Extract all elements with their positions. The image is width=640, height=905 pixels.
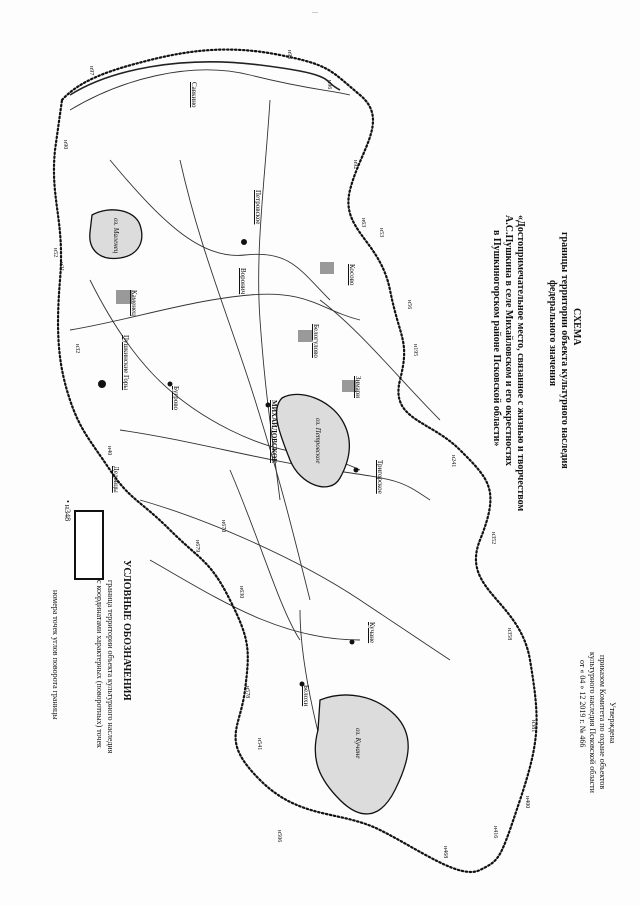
point-n32: н32 [74, 344, 80, 354]
point-n92: н92 [352, 160, 358, 170]
village-hatches [116, 262, 356, 392]
approval-line2: приказом Комитета по охране объектов [598, 655, 607, 790]
point-n97: н97 [88, 66, 94, 76]
legend-boundary-sample [74, 510, 104, 580]
point-n21: н21 [58, 262, 64, 272]
place-mikhaylovskoe: МИХАЙЛОВСКОЕ [270, 400, 278, 464]
place-bugrovo: Бугрово [172, 386, 180, 410]
place-kamenets: Каменец [130, 290, 138, 316]
point-n578: н578 [244, 686, 250, 699]
point-n506: н506 [276, 830, 282, 843]
place-zimari: Зимари [354, 376, 362, 398]
place-beloy: Белохи [302, 685, 310, 707]
label-lake-malenets: оз. Маленец [112, 218, 120, 254]
title-line3: федерального значения [547, 280, 558, 387]
point-n195: н195 [412, 344, 418, 357]
place-voronich: Воронич [239, 268, 247, 295]
legend-item2-sample: • н348 [63, 500, 72, 522]
place-belogulovo: Белогулово [312, 324, 320, 358]
point-n56: н56 [406, 300, 412, 310]
point-n52: н52 [52, 248, 58, 258]
point-n95: н95 [286, 50, 292, 60]
place-petrovskoe: Петровское [254, 190, 262, 225]
point-n630: н630 [238, 586, 244, 599]
point-n381: н381 [530, 720, 536, 733]
point-n670: н670 [220, 520, 226, 533]
title-line6: в Пушкиногорском районе Псковской области» [491, 230, 502, 447]
place-kuchane: Кучане [368, 622, 376, 644]
title-line5: А.С.Пушкина в селе Михайловском и его окрестностях [503, 215, 514, 466]
title-line4: «Достопримечательное место, связанное с жизнью и творчеством [515, 215, 526, 512]
place-savkino: Савкино [190, 82, 198, 108]
approval-line4: от « 04 » 12 2019 г. № 466 [578, 660, 587, 748]
label-lake-kuchane: оз. Кучане [354, 728, 362, 759]
legend-item1-line2: с координатами характерных (поворотных) точек [95, 580, 104, 748]
point-n96: н96 [326, 80, 332, 90]
point-n468: н468 [442, 846, 448, 859]
point-n53: н53 [378, 228, 384, 238]
page-number: — [312, 10, 318, 16]
title-line1: СХЕМА [571, 308, 582, 346]
place-dedovtsy: Дедовцы [112, 466, 120, 493]
point-n241: н241 [450, 455, 456, 468]
legend-item2-text: номера точек углов поворота границы [51, 590, 60, 720]
point-n63: н63 [360, 218, 366, 228]
place-pushkinskie-gory: Пушкинские Горы [122, 335, 130, 391]
point-n352: н352 [490, 532, 496, 545]
point-n416: н416 [492, 826, 498, 839]
legend-heading: УСЛОВНЫЕ ОБОЗНАЧЕНИЯ [121, 560, 132, 701]
point-n400: н400 [524, 796, 530, 809]
point-n358: н358 [506, 628, 512, 641]
legend-item1-line1: граница территории объекта культурного наследия [106, 580, 115, 754]
point-n90: н90 [62, 140, 68, 150]
place-trigorskoe: Тригорское [376, 460, 384, 494]
approval-line1: Утверждена [608, 702, 617, 744]
approval-line3: культурного наследия Псковской области [588, 652, 597, 793]
title-line2: границы территории объекта культурного наследия [559, 232, 570, 469]
place-kosovo: Косово [348, 264, 356, 286]
point-n679: н679 [194, 540, 200, 553]
lake-petrovskoe [277, 394, 350, 486]
point-n541: н541 [256, 738, 262, 751]
label-lake-petrovskoe: оз. Петровское [314, 418, 322, 464]
point-n40: н40 [106, 446, 112, 456]
